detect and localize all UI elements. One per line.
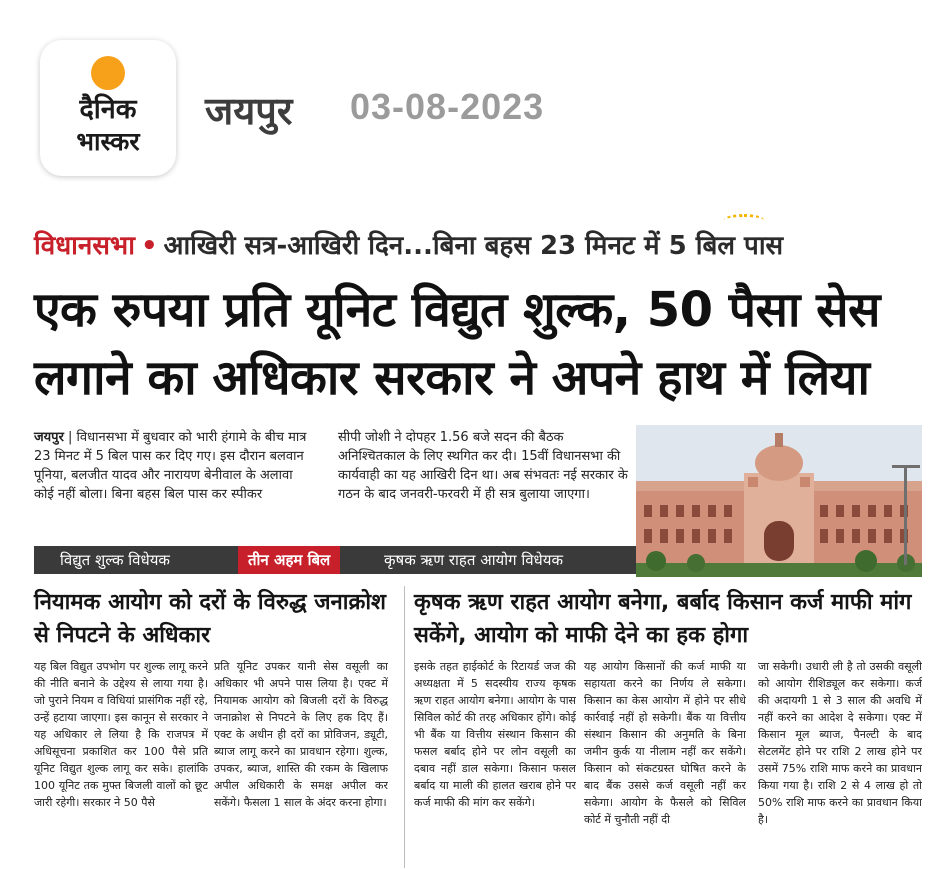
logo-line2: भास्कर: [76, 127, 140, 156]
kicker-separator: •: [140, 231, 158, 261]
strip-center-badge: तीन अहम बिल: [238, 546, 340, 574]
strip-right-label: कृषक ऋण राहत आयोग विधेयक: [384, 551, 563, 569]
headline: [34, 276, 924, 412]
body-column-4: यह आयोग किसानों की कर्ज माफी या सहायता करने का निर्णय ले सकेगा। किसान का केस आयोग में होने पर सीधे कार्रवाई नहीं हो सकेगी। बैंक या वित्तीय संस्थान किसान की अनुमति के बिना जमीन कुर्क या नीलाम नहीं कर सकेंगे। किसान को संकटग्रस्त घोषित करने के बाद बैंक उससे कर्ज वसूली नहीं कर सकेगा। आयोग के फैसले को सिविल कोर्ट में चुनौती नहीं दी: [584, 660, 746, 826]
edition-date: 03-08-2023: [350, 86, 545, 127]
sun-icon: [91, 56, 125, 90]
edition-city: जयपुर: [205, 89, 293, 133]
assembly-building-illustration: [636, 425, 922, 577]
body-column-3: इसके तहत हाईकोर्ट के रिटायर्ड जज की अध्यक्षता में 5 सदस्यीय राज्य कृषक ऋण राहत आयोग बनेगा। आयोग के पास सिविल कोर्ट की तरह अधिकार होंगे। कोई भी बैंक या वित्तीय संस्थान किसान की फसल बर्बाद होने पर लोन वसूली का दबाव नहीं डाल सकेगा। किसान फसल बर्बाद या माली की हालत खराब होने पर कर्ज माफी की मांग कर सकेंगे।: [414, 660, 576, 809]
headline-line2: लगाने का अधिकार सरकार ने अपने हाथ में लिया: [34, 350, 870, 406]
intro-text-1: विधानसभा में बुधवार को भारी हंगामे के बीच मात्र 23 मिनट में 5 बिल पास कर दिए गए। इस दौरान बलवान पूनिया, बलजीत यादव और नारायण बेनीवाल के अलावा कोई नहीं बोला। बिना बहस बिल पास कर स्पीकर: [34, 430, 307, 502]
intro-text-2: सीपी जोशी ने दोपहर 1.56 बजे सदन की बैठक अनिश्चितकाल के लिए स्थगित कर दी। 15वीं विधानसभा की कार्यवाही का यह आखिरी दिन था। अब संभवतः नई सरकार के गठन के बाद जनवरी-फरवरी में ही सत्र बुलाया जाएगा।: [338, 430, 628, 502]
kicker-text: आखिरी सत्र-आखिरी दिन...बिना बहस 23 मिनट में 5 बिल पास: [163, 231, 784, 261]
newspaper-clipping: [22, 212, 922, 869]
kicker-section: विधानसभा: [34, 231, 135, 261]
sun-rays-decoration: [724, 214, 764, 226]
subheadline-left: नियामक आयोग को दरों के विरुद्ध जनाक्रोश से निपटने के अधिकार: [34, 590, 387, 648]
body-column-5: जा सकेगी। उधारी ली है तो उसकी वसूली को आयोग रीशिड्यूल कर सकेगा। कर्ज की अदायगी 1 से 3 साल की अवधि में नहीं करने का आदेश दे सकेगा। एक्ट में किसान मूल ब्याज, पैनल्टी के बाद सेटलमेंट होने पर राशि 2 लाख होने पर उसमें 75% राशि माफ करने का प्रावधान किया गया है। राशि 2 से 4 लाख हो तो 50% राशि माफ करने का प्रावधान किया है।: [758, 660, 922, 826]
headline-line1: एक रुपया प्रति यूनिट विद्युत शुल्क, 50 पैसा सेस: [34, 282, 880, 338]
dateline: जयपुर: [34, 430, 64, 445]
dainik-bhaskar-logo: [40, 40, 176, 176]
body-column-2: प्रति यूनिट उपकर यानी सेस वसूली का अधिकार भी अपने पास लिया है। एक्ट में नियामक आयोग को बिजली दरों के विरुद्ध जनाक्रोश से निपटने के लिए हक दिए हैं। एक्ट के अधीन ही दरों का प्रोविजन, ड्यूटी, ब्याज लागू करने का प्रावधान रहेगा। शुल्क, उपकर, ब्याज, शास्ति की रकम के खिलाफ अपील अधिकारी के समक्ष अपील कर सकेंगे। फैसला 1 साल के अंदर करना होगा।: [214, 660, 388, 809]
three-bills-strip: [34, 546, 636, 574]
intro-column-1: जयपुर | विधानसभा में बुधवार को भारी हंगामे के बीच मात्र 23 मिनट में 5 बिल पास कर दिए गए। इस दौरान बलवान पूनिया, बलजीत यादव और नारायण बेनीवाल के अलावा कोई नहीं बोला। बिना बहस बिल पास कर स्पीकर: [34, 430, 307, 502]
body-column-1: यह बिल विद्युत उपभोग पर शुल्क लागू करने की नीति बनाने के उद्देश्य से लाया गया है। जो पुराने नियम व विधियां प्रासंगिक नहीं रहे, उन्हें हटाया जाएगा। इस कानून से सरकार ने यह अधिकार ले लिया है कि राजपत्र में अधिसूचना प्रकाशित कर 100 पैसे प्रति यूनिट विद्युत शुल्क लागू कर सके। हालांकि 100 यूनिट तक मुफ्त बिजली वालों को छूट जारी रहेगी। सरकार ने 50 पैसे: [34, 660, 208, 809]
subheadline-right: कृषक ऋण राहत आयोग बनेगा, बर्बाद किसान कर्ज माफी मांग सकेंगे, आयोग को माफी देने का हक होगा: [414, 590, 912, 648]
assembly-building-photo: [636, 425, 922, 577]
column-divider: [404, 586, 405, 868]
intro-column-2: [338, 428, 628, 504]
logo-line1: दैनिक: [79, 94, 137, 125]
strip-left-label: विद्युत शुल्क विधेयक: [60, 551, 170, 569]
kicker: [34, 226, 922, 266]
